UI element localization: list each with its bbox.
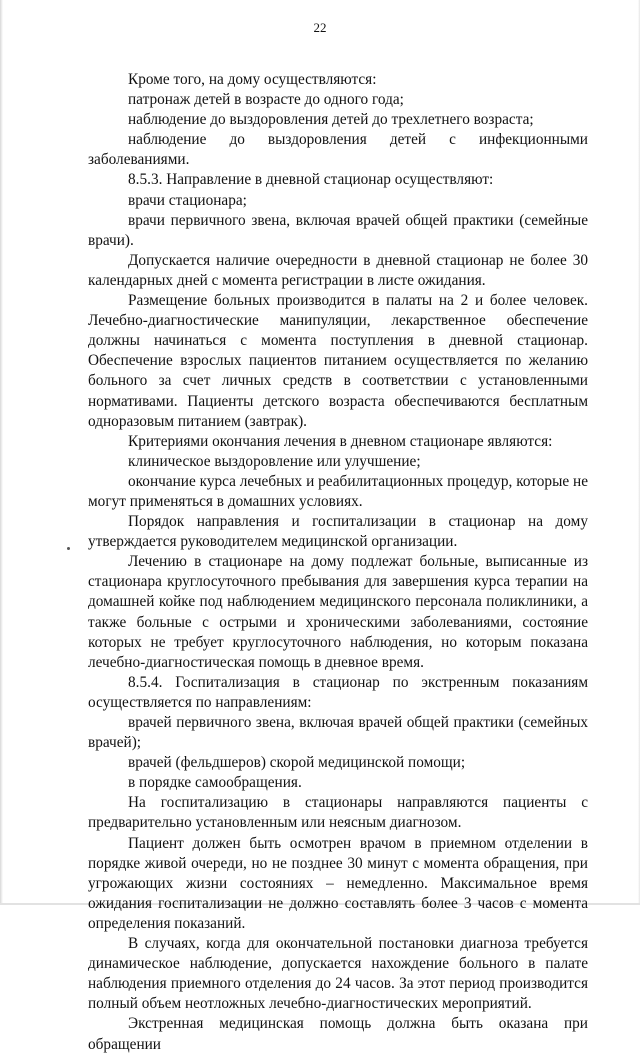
scan-speck [67, 547, 70, 550]
paragraph: Лечению в стационаре на дому подлежат больные, выписанные из стационара круглосуточного пребывания для завершения курса терапии на домашней койке под наблюдением медицинского персонала поликлиники, а также больные с острыми и хроническими заболеваниями, состояние которых не требует круглосуточного наблюдения, но которым показана лечебно-диагностическая помощь в дневное время. [88, 553, 588, 671]
paragraph: На госпитализацию в стационары направляются пациенты с предварительно установленным или неясным диагнозом. [88, 794, 588, 832]
paragraph: Критериями окончания лечения в дневном стационаре являются: [128, 432, 553, 450]
paragraph: Порядок направления и госпитализации в стационар на дому утверждается руководителем медицинской организации. [88, 513, 588, 551]
paragraph: врачей первичного звена, включая врачей общей практики (семейных врачей); [88, 714, 588, 752]
paragraph: Допускается наличие очередности в дневной стационар не более 30 календарных дней с момента регистрации в листе ожидания. [88, 251, 588, 289]
paragraph: врачи стационара; [128, 191, 247, 209]
paragraph: В случаях, когда для окончательной постановки диагноза требуется динамическое наблюдение, допускается нахождение больного в палате наблюдения приемного отделения до 24 часов. За этот период производится полный объем неотложных лечебно-диагностических мероприятий. [88, 935, 588, 1013]
paragraph: патронаж детей в возрасте до одного года; [128, 91, 404, 109]
paragraph: врачи первичного звена, включая врачей общей практики (семейные врачи). [88, 211, 588, 249]
paragraph: окончание курса лечебных и реабилитационных процедур, которые не могут применяться в домашних условиях. [88, 472, 588, 510]
page-number: 22 [313, 20, 327, 35]
document-body [88, 70, 588, 1055]
paragraph: клиническое выздоровление или улучшение; [128, 452, 421, 470]
scan-edge-left [0, 0, 3, 905]
section-heading: 8.5.3. Направление в дневной стационар осуществляют: [128, 171, 494, 189]
paragraph: Размещение больных производится в палаты на 2 и более человек. Лечебно-диагностические манипуляции, лекарственное обеспечение должны начинаться с момента поступления в дневной стационар. Обеспечение взрослых пациентов питанием осуществляется по желанию больного за счет личных средств в соответствии с установленными нормативами. Пациенты детского возраста обеспечиваются бесплатным одноразовым питанием (завтрак). [88, 292, 588, 430]
paragraph: наблюдение до выздоровления детей до трехлетнего возраста; [128, 111, 534, 129]
paragraph: в порядке самообращения. [128, 774, 302, 792]
paragraph: врачей (фельдшеров) скорой медицинской помощи; [128, 754, 466, 772]
paragraph: Экстренная медицинская помощь должна быть оказана при обращении [88, 1015, 588, 1053]
paragraph: Пациент должен быть осмотрен врачом в приемном отделении в порядке живой очереди, но не позднее 30 минут с момента обращения, при угрожающих жизни состояниях – немедленно. Максимальное время ожидания госпитализации не должно составлять более 3 часов с момента определения показаний. [88, 834, 588, 932]
paragraph: Кроме того, на дому осуществляются: [128, 71, 377, 88]
paragraph: наблюдение до выздоровления детей с инфекционными заболеваниями. [88, 131, 588, 169]
section-heading: 8.5.4. Госпитализация в стационар по экстренным показаниям осуществляется по направлениям: [88, 673, 588, 711]
